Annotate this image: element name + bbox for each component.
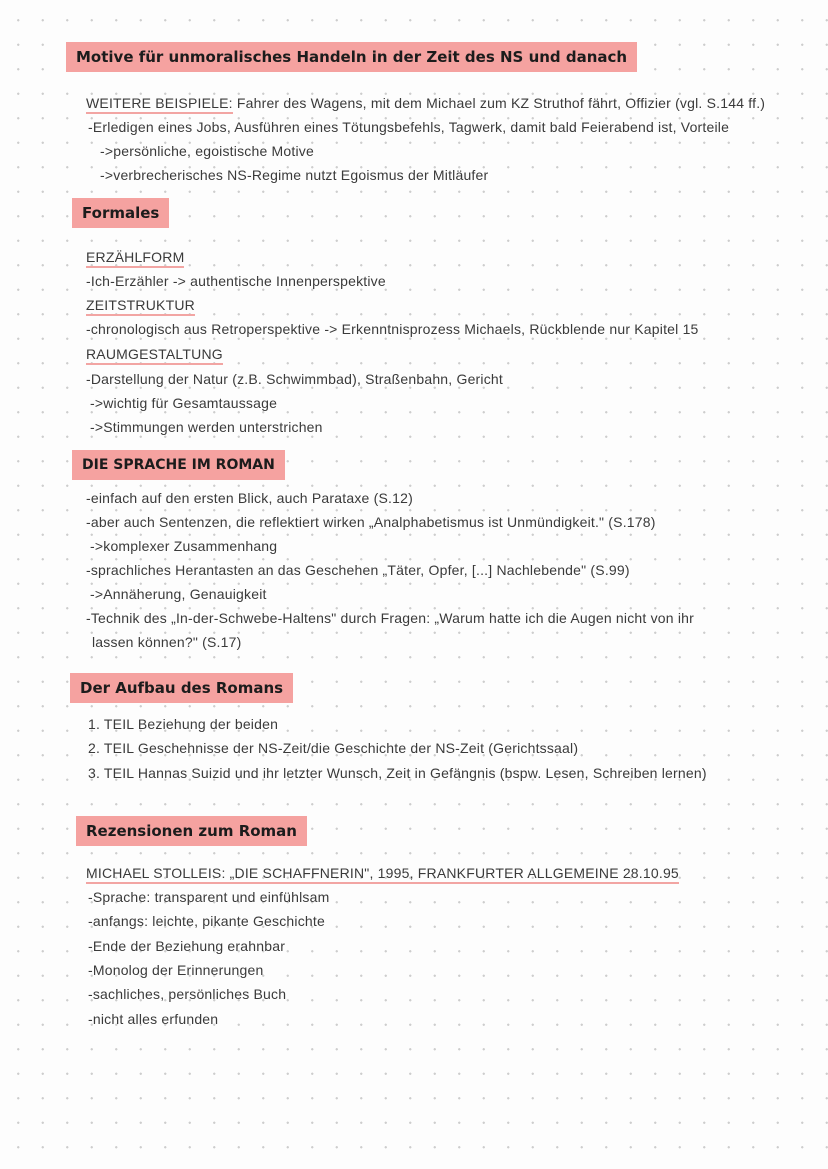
label-erzaehlform bbox=[86, 248, 184, 266]
label-weitere-beispiele: WEITERE BEISPIELE: bbox=[86, 95, 233, 114]
text-line: -nicht alles erfunden bbox=[88, 1011, 219, 1027]
text-line: -chronologisch aus Retroperspektive -> Erkenntnisprozess Michaels, Rückblende nur Kapitel 15 bbox=[86, 321, 699, 337]
lead-line bbox=[86, 94, 765, 112]
text-line: -Sprache: transparent und einfühlsam bbox=[88, 889, 330, 905]
text-line: -Darstellung der Natur (z.B. Schwimmbad), Straßenbahn, Gericht bbox=[86, 371, 503, 387]
heading-sprache: DIE SPRACHE IM ROMAN bbox=[72, 450, 285, 480]
text-line: ->Stimmungen werden unterstrichen bbox=[90, 419, 323, 435]
text-line: lassen können?" (S.17) bbox=[92, 634, 242, 650]
lead-text: Fahrer des Wagens, mit dem Michael zum KZ Struthof fährt, Offizier (vgl. S.144 ff.) bbox=[232, 95, 766, 111]
heading-formales: Formales bbox=[72, 198, 169, 228]
label-erzaehlform-text: ERZÄHLFORM bbox=[86, 249, 184, 268]
heading-motive: Motive für unmoralisches Handeln in der Zeit des NS und danach bbox=[66, 42, 637, 72]
heading-aufbau: Der Aufbau des Romans bbox=[70, 673, 293, 703]
label-zeitstruktur-text: ZEITSTRUKTUR bbox=[86, 297, 195, 316]
text-line: ->persönliche, egoistische Motive bbox=[100, 143, 314, 159]
text-line: ->Annäherung, Genauigkeit bbox=[90, 586, 267, 602]
text-line: ->wichtig für Gesamtaussage bbox=[90, 395, 278, 411]
label-raumgestaltung bbox=[86, 345, 223, 363]
text-line: -anfangs: leichte, pikante Geschichte bbox=[88, 913, 325, 929]
label-zeitstruktur bbox=[86, 296, 195, 314]
text-line: -Monolog der Erinnerungen bbox=[88, 962, 264, 978]
text-line: 1. TEIL Beziehung der beiden bbox=[88, 716, 279, 732]
text-line: -Ich-Erzähler -> authentische Innenperspektive bbox=[86, 273, 386, 289]
label-raumgestaltung-text: RAUMGESTALTUNG bbox=[86, 346, 223, 365]
text-line: 3. TEIL Hannas Suizid und ihr letzter Wunsch, Zeit in Gefängnis (bspw. Lesen, Schreiben lernen) bbox=[88, 765, 707, 781]
text-line: ->komplexer Zusammenhang bbox=[90, 538, 278, 554]
text-line: -einfach auf den ersten Blick, auch Parataxe (S.12) bbox=[86, 490, 413, 506]
text-line: -Ende der Beziehung erahnbar bbox=[88, 938, 286, 954]
text-line: 2. TEIL Geschehnisse der NS-Zeit/die Geschichte der NS-Zeit (Gerichtssaal) bbox=[88, 740, 579, 756]
text-line: -sprachliches Herantasten an das Geschehen „Täter, Opfer, [...] Nachlebende" (S.99) bbox=[86, 562, 630, 578]
review-source bbox=[86, 864, 679, 882]
text-line: ->verbrecherisches NS-Regime nutzt Egoismus der Mitläufer bbox=[100, 167, 489, 183]
text-line: -Erledigen eines Jobs, Ausführen eines Tötungsbefehls, Tagwerk, damit bald Feierabend ist, Vorteile bbox=[88, 119, 730, 135]
text-line: -aber auch Sentenzen, die reflektiert wirken „Analphabetismus ist Unmündigkeit." (S.178) bbox=[86, 514, 656, 530]
heading-rezensionen: Rezensionen zum Roman bbox=[76, 816, 307, 846]
text-line: -sachliches, persönliches Buch bbox=[88, 986, 287, 1002]
review-source-text: MICHAEL STOLLEIS: „DIE SCHAFFNERIN", 1995, FRANKFURTER ALLGEMEINE 28.10.95 bbox=[86, 865, 679, 884]
text-line: -Technik des „In-der-Schwebe-Haltens" durch Fragen: „Warum hatte ich die Augen nicht von ihr bbox=[86, 610, 695, 626]
